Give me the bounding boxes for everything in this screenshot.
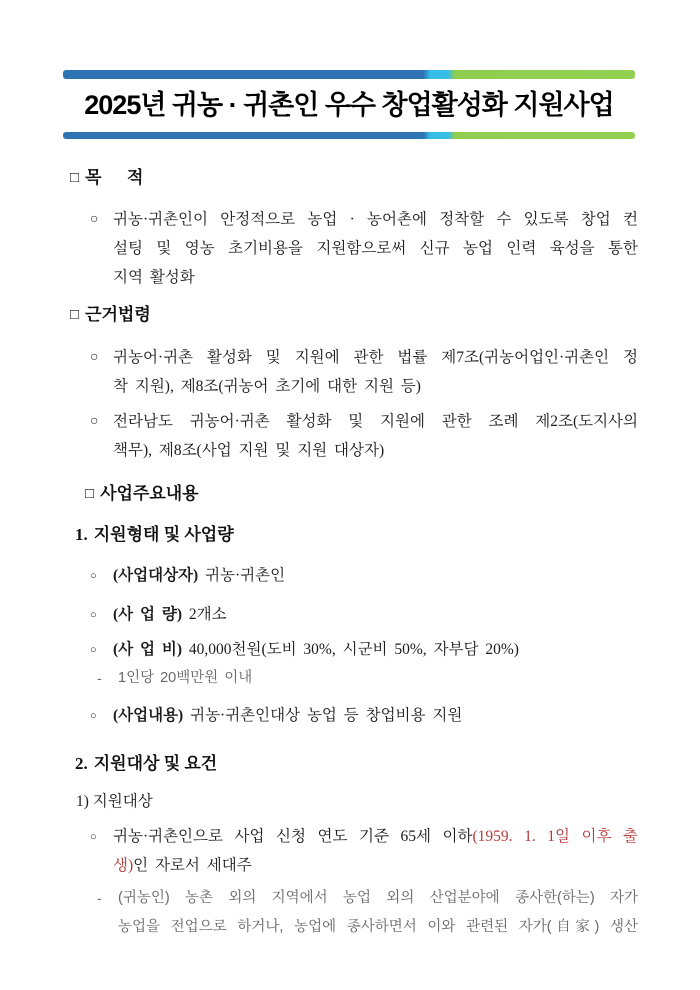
circle-bullet-icon: ○ [90,212,99,227]
paragraph-line: 귀농어·귀촌 활성화 및 지원에 관한 법률 제7조(귀농어업인·귀촌인 정 [113,349,638,366]
paragraph-line: 전라남도 귀농어·귀촌 활성화 및 지원에 관한 조례 제2조(도지사의 [113,413,638,430]
bullet-value: 귀농·귀촌인 [198,567,286,584]
paragraph-line: 귀농·귀촌인이 안정적으로 농업 · 농어촌에 정착할 수 있도록 창업 컨 [113,211,638,228]
paragraph-line: 설팅 및 영농 초기비용을 지원함으로써 신규 농업 인력 육성을 통한 [113,240,638,257]
section-1-label: 지원형태 및 사업량 [93,525,234,544]
eligibility-text: 귀농·귀촌인으로 사업 신청 연도 기준 65세 이하 [113,828,473,845]
heading-purpose [70,167,638,190]
bullet-label: (사업내용) [113,707,184,724]
paragraph-line: 지역 활성화 [113,269,195,286]
eligibility-birthdate-note: (1959. 1. 1일 이후 출 [472,828,638,845]
bullet-value: 40,000천원(도비 30%, 시군비 50%, 자부담 20%) [182,641,519,658]
document-body [0,138,700,942]
paragraph-line: 책무), 제8조(사업 지원 및 지원 대상자) [113,442,385,459]
bullet-value: 귀농·귀촌인대상 농업 등 창업비용 지원 [183,707,463,724]
document-title: 2025년 귀농 · 귀촌인 우수 창업활성화 지원사업 [84,90,614,120]
bullet-label: (사 업 량) [113,606,182,623]
sub-bullet-line: (귀농인) 농촌 외의 지역에서 농업 외의 산업분야에 종사한(하는) 자가 [118,890,638,906]
sub-bullet-per-person-limit [70,664,638,693]
paragraph-purpose [70,205,638,292]
bullet-business-volume [70,600,638,629]
circle-bullet-icon: ○ [90,350,99,365]
square-bullet-icon: □ [85,486,95,502]
subsection-1-label: 지원대상 [92,793,153,810]
circle-bullet-icon: ○ [90,710,97,722]
section-2-heading [75,752,638,776]
bullet-business-content [70,701,638,730]
bullet-business-budget [70,635,638,664]
bullet-eligibility [70,822,638,880]
section-2-number: 2. [75,754,88,773]
title-block [63,70,635,139]
bullet-label: (사업대상자) [113,567,199,584]
circle-bullet-icon: ○ [90,644,97,656]
eligibility-birthdate-note-cont: 생) [113,857,134,874]
paragraph-legal-2 [70,407,638,465]
bullet-business-target [70,561,638,590]
sub-bullet-text: 1인당 20백만원 이내 [118,670,253,686]
circle-bullet-icon: ○ [90,609,97,621]
dash-bullet-icon: - [97,670,102,686]
square-bullet-icon: □ [70,307,80,323]
paragraph-legal-1 [70,343,638,401]
square-bullet-icon: □ [70,170,80,186]
circle-bullet-icon: ○ [90,831,97,843]
dash-bullet-icon: - [97,890,102,906]
paragraph-line: 착 지원), 제8조(귀농어 초기에 대한 지원 등) [113,378,421,395]
circle-bullet-icon: ○ [90,414,99,429]
heading-main-content [85,483,638,506]
circle-bullet-icon: ○ [90,570,97,582]
section-1-heading [75,523,638,547]
subsection-1-number: 1) [76,793,89,810]
title-accent-bar-top [63,70,635,79]
heading-purpose-label: 목 적 [85,168,144,187]
heading-main-content-label: 사업주요내용 [100,484,199,503]
heading-legal-basis-label: 근거법령 [85,305,151,324]
eligibility-text-cont: 인 자로서 세대주 [133,857,252,874]
sub-bullet-line: 농업을 전업으로 하거나, 농업에 종사하면서 이와 관련된 자가(自家) 생산 [118,919,638,935]
sub-bullet-farmer-definition [70,884,638,942]
section-2-label: 지원대상 및 요건 [93,754,218,773]
bullet-value: 2개소 [182,606,227,623]
bullet-label: (사 업 비) [113,641,182,658]
heading-legal-basis [70,304,638,327]
subsection-1-heading [76,790,638,814]
section-1-number: 1. [75,525,88,544]
